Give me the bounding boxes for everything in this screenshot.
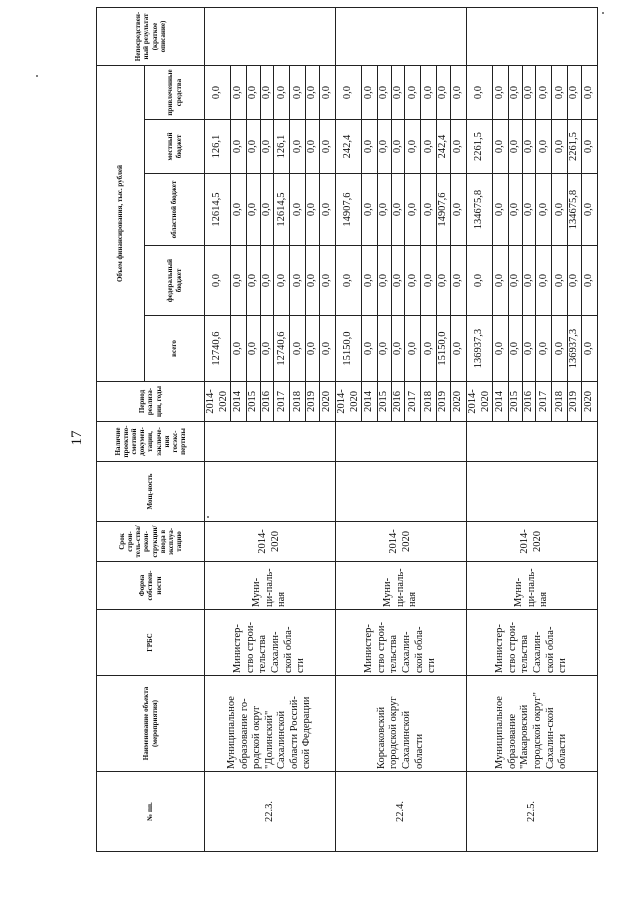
attracted-cell: 0,0 bbox=[405, 66, 421, 120]
attracted-cell: 0,0 bbox=[319, 66, 335, 120]
regional-cell: 0,0 bbox=[231, 174, 247, 246]
total-cell: 0,0 bbox=[290, 316, 306, 382]
period-cell: 2014-2020 bbox=[335, 382, 361, 422]
header-docs: Наличие проектно-сметной докумен-тации, заключе-ния госэкс-пертизы bbox=[97, 422, 205, 462]
local-cell: 0,0 bbox=[306, 120, 320, 174]
period-cell: 2020 bbox=[319, 382, 335, 422]
grbs-cell: Министер-ство строи-тельства Сахалин-ской обла-сти bbox=[466, 610, 597, 676]
federal-cell: 0,0 bbox=[260, 246, 274, 316]
row-number: 22.4. bbox=[335, 772, 466, 852]
object-name: Корсаковский городской округ Сахалинской области bbox=[335, 676, 466, 772]
period-cell: 2017 bbox=[536, 382, 552, 422]
local-cell: 0,0 bbox=[405, 120, 421, 174]
attracted-cell: 0,0 bbox=[493, 66, 509, 120]
header-total: всего bbox=[145, 316, 205, 382]
federal-cell: 0,0 bbox=[335, 246, 361, 316]
header-term: Срок строи-тель-ства/рекон-струкции/ввода в эксплуа-тацию bbox=[97, 522, 205, 562]
federal-cell: 0,0 bbox=[466, 246, 492, 316]
ownership-cell: Муни-ци-паль-ная bbox=[335, 562, 466, 610]
regional-cell: 0,0 bbox=[378, 174, 392, 246]
local-cell: 0,0 bbox=[493, 120, 509, 174]
attracted-cell: 0,0 bbox=[509, 66, 523, 120]
federal-cell: 0,0 bbox=[450, 246, 466, 316]
table-body bbox=[205, 8, 598, 852]
federal-cell: 0,0 bbox=[437, 246, 451, 316]
regional-cell: 14907,6 bbox=[437, 174, 451, 246]
table-row bbox=[466, 8, 492, 852]
local-cell: 0,0 bbox=[421, 120, 437, 174]
period-cell: 2018 bbox=[421, 382, 437, 422]
period-cell: 2014-2020 bbox=[466, 382, 492, 422]
capacity-cell bbox=[466, 462, 597, 522]
attracted-cell: 0,0 bbox=[247, 66, 261, 120]
local-cell: 0,0 bbox=[581, 120, 597, 174]
regional-cell: 0,0 bbox=[405, 174, 421, 246]
total-cell: 0,0 bbox=[378, 316, 392, 382]
total-cell: 0,0 bbox=[362, 316, 378, 382]
federal-cell: 0,0 bbox=[391, 246, 405, 316]
header-capacity: Мощ-ность bbox=[97, 462, 205, 522]
federal-cell: 0,0 bbox=[306, 246, 320, 316]
regional-cell: 0,0 bbox=[493, 174, 509, 246]
header-name: Наименование объекта (мероприятия) bbox=[97, 676, 205, 772]
row-number: 22.5. bbox=[466, 772, 597, 852]
term-cell: 2014-2020 bbox=[466, 522, 597, 562]
attracted-cell: 0,0 bbox=[260, 66, 274, 120]
local-cell: 0,0 bbox=[509, 120, 523, 174]
period-cell: 2017 bbox=[274, 382, 290, 422]
period-cell: 2019 bbox=[437, 382, 451, 422]
local-cell: 126,1 bbox=[205, 120, 231, 174]
capacity-cell bbox=[335, 462, 466, 522]
federal-cell: 0,0 bbox=[247, 246, 261, 316]
header-result: Непосредствен-ный результат (краткое описание) bbox=[97, 8, 205, 66]
total-cell: 0,0 bbox=[260, 316, 274, 382]
federal-cell: 0,0 bbox=[581, 246, 597, 316]
header-local: местный бюджет bbox=[145, 120, 205, 174]
attracted-cell: 0,0 bbox=[231, 66, 247, 120]
attracted-cell: 0,0 bbox=[421, 66, 437, 120]
period-cell: 2019 bbox=[306, 382, 320, 422]
attracted-cell: 0,0 bbox=[378, 66, 392, 120]
regional-cell: 0,0 bbox=[391, 174, 405, 246]
period-cell: 2014 bbox=[493, 382, 509, 422]
regional-cell: 0,0 bbox=[306, 174, 320, 246]
scan-speck bbox=[207, 516, 209, 518]
ownership-cell: Муни-ци-паль-ная bbox=[205, 562, 336, 610]
attracted-cell: 0,0 bbox=[391, 66, 405, 120]
total-cell: 15150,0 bbox=[335, 316, 361, 382]
period-cell: 2015 bbox=[378, 382, 392, 422]
period-cell: 2020 bbox=[450, 382, 466, 422]
rotated-page bbox=[96, 11, 612, 852]
attracted-cell: 0,0 bbox=[522, 66, 536, 120]
docs-cell bbox=[335, 422, 466, 462]
attracted-cell: 0,0 bbox=[205, 66, 231, 120]
local-cell: 126,1 bbox=[274, 120, 290, 174]
period-cell: 2014 bbox=[231, 382, 247, 422]
row-number: 22.3. bbox=[205, 772, 336, 852]
local-cell: 0,0 bbox=[362, 120, 378, 174]
federal-cell: 0,0 bbox=[205, 246, 231, 316]
total-cell: 0,0 bbox=[421, 316, 437, 382]
attracted-cell: 0,0 bbox=[335, 66, 361, 120]
local-cell: 0,0 bbox=[391, 120, 405, 174]
attracted-cell: 0,0 bbox=[274, 66, 290, 120]
header-grbs: ГРБС bbox=[97, 610, 205, 676]
federal-cell: 0,0 bbox=[421, 246, 437, 316]
regional-cell: 0,0 bbox=[247, 174, 261, 246]
local-cell: 0,0 bbox=[247, 120, 261, 174]
regional-cell: 0,0 bbox=[421, 174, 437, 246]
regional-cell: 0,0 bbox=[536, 174, 552, 246]
regional-cell: 134675,8 bbox=[568, 174, 582, 246]
total-cell: 0,0 bbox=[581, 316, 597, 382]
local-cell: 0,0 bbox=[450, 120, 466, 174]
total-cell: 136937,3 bbox=[466, 316, 492, 382]
total-cell: 15150,0 bbox=[437, 316, 451, 382]
attracted-cell: 0,0 bbox=[536, 66, 552, 120]
local-cell: 0,0 bbox=[231, 120, 247, 174]
federal-cell: 0,0 bbox=[536, 246, 552, 316]
scan-speck bbox=[36, 75, 38, 77]
regional-cell: 14907,6 bbox=[335, 174, 361, 246]
docs-cell bbox=[205, 422, 336, 462]
result-cell bbox=[205, 8, 336, 66]
local-cell: 2261,5 bbox=[466, 120, 492, 174]
federal-cell: 0,0 bbox=[378, 246, 392, 316]
total-cell: 0,0 bbox=[536, 316, 552, 382]
period-cell: 2019 bbox=[568, 382, 582, 422]
ownership-cell: Муни-ци-паль-ная bbox=[466, 562, 597, 610]
header-ownership: Форма собствен-ности bbox=[97, 562, 205, 610]
local-cell: 0,0 bbox=[552, 120, 568, 174]
local-cell: 0,0 bbox=[319, 120, 335, 174]
attracted-cell: 0,0 bbox=[581, 66, 597, 120]
local-cell: 2261,5 bbox=[568, 120, 582, 174]
docs-cell bbox=[466, 422, 597, 462]
period-cell: 2016 bbox=[260, 382, 274, 422]
header-federal: федеральный бюджет bbox=[145, 246, 205, 316]
regional-cell: 0,0 bbox=[509, 174, 523, 246]
total-cell: 0,0 bbox=[247, 316, 261, 382]
object-name: Муниципальное образование го-родской округ "Долинский" Сахалинской области Россий-ской Федерации bbox=[205, 676, 336, 772]
attracted-cell: 0,0 bbox=[306, 66, 320, 120]
federal-cell: 0,0 bbox=[568, 246, 582, 316]
regional-cell: 0,0 bbox=[450, 174, 466, 246]
object-name: Муниципальное образование "Макаровский городской округ" Сахалин-ской области bbox=[466, 676, 597, 772]
local-cell: 242,4 bbox=[437, 120, 451, 174]
table-row bbox=[335, 8, 361, 852]
local-cell: 242,4 bbox=[335, 120, 361, 174]
total-cell: 0,0 bbox=[231, 316, 247, 382]
total-cell: 0,0 bbox=[493, 316, 509, 382]
grbs-cell: Министер-ство строи-тельства Сахалин-ской обла-сти bbox=[205, 610, 336, 676]
period-cell: 2016 bbox=[522, 382, 536, 422]
grbs-cell: Министер-ство строи-тельства Сахалин-ской обла-сти bbox=[335, 610, 466, 676]
federal-cell: 0,0 bbox=[231, 246, 247, 316]
header-funding: Объем финансирования, тыс. рублей bbox=[97, 66, 145, 382]
total-cell: 0,0 bbox=[552, 316, 568, 382]
regional-cell: 0,0 bbox=[260, 174, 274, 246]
total-cell: 0,0 bbox=[319, 316, 335, 382]
total-cell: 0,0 bbox=[509, 316, 523, 382]
local-cell: 0,0 bbox=[260, 120, 274, 174]
term-cell: 2014-2020 bbox=[335, 522, 466, 562]
attracted-cell: 0,0 bbox=[552, 66, 568, 120]
total-cell: 0,0 bbox=[405, 316, 421, 382]
header-attracted: привлеченные средства bbox=[145, 66, 205, 120]
federal-cell: 0,0 bbox=[274, 246, 290, 316]
header-regional: областной бюджет bbox=[145, 174, 205, 246]
attracted-cell: 0,0 bbox=[290, 66, 306, 120]
federal-cell: 0,0 bbox=[362, 246, 378, 316]
regional-cell: 0,0 bbox=[319, 174, 335, 246]
period-cell: 2015 bbox=[247, 382, 261, 422]
total-cell: 12740,6 bbox=[205, 316, 231, 382]
regional-cell: 134675,8 bbox=[466, 174, 492, 246]
table-header bbox=[97, 8, 205, 852]
period-cell: 2018 bbox=[552, 382, 568, 422]
federal-cell: 0,0 bbox=[319, 246, 335, 316]
regional-cell: 0,0 bbox=[552, 174, 568, 246]
header-num: № пп. bbox=[97, 772, 205, 852]
regional-cell: 0,0 bbox=[581, 174, 597, 246]
attracted-cell: 0,0 bbox=[450, 66, 466, 120]
period-cell: 2014 bbox=[362, 382, 378, 422]
federal-cell: 0,0 bbox=[290, 246, 306, 316]
regional-cell: 12614,5 bbox=[205, 174, 231, 246]
period-cell: 2014-2020 bbox=[205, 382, 231, 422]
federal-cell: 0,0 bbox=[493, 246, 509, 316]
result-cell bbox=[466, 8, 597, 66]
term-cell: 2014-2020 bbox=[205, 522, 336, 562]
regional-cell: 0,0 bbox=[362, 174, 378, 246]
total-cell: 136937,3 bbox=[568, 316, 582, 382]
total-cell: 0,0 bbox=[522, 316, 536, 382]
scan-speck bbox=[602, 12, 604, 14]
attracted-cell: 0,0 bbox=[437, 66, 451, 120]
funding-table bbox=[96, 7, 598, 852]
attracted-cell: 0,0 bbox=[466, 66, 492, 120]
local-cell: 0,0 bbox=[522, 120, 536, 174]
capacity-cell bbox=[205, 462, 336, 522]
period-cell: 2020 bbox=[581, 382, 597, 422]
federal-cell: 0,0 bbox=[522, 246, 536, 316]
federal-cell: 0,0 bbox=[552, 246, 568, 316]
regional-cell: 0,0 bbox=[290, 174, 306, 246]
period-cell: 2018 bbox=[290, 382, 306, 422]
attracted-cell: 0,0 bbox=[362, 66, 378, 120]
attracted-cell: 0,0 bbox=[568, 66, 582, 120]
table-row bbox=[205, 8, 231, 852]
page-number: 17 bbox=[69, 430, 85, 446]
local-cell: 0,0 bbox=[290, 120, 306, 174]
result-cell bbox=[335, 8, 466, 66]
regional-cell: 0,0 bbox=[522, 174, 536, 246]
header-period: Период реализа-ции, годы bbox=[97, 382, 205, 422]
local-cell: 0,0 bbox=[378, 120, 392, 174]
total-cell: 12740,6 bbox=[274, 316, 290, 382]
regional-cell: 12614,5 bbox=[274, 174, 290, 246]
local-cell: 0,0 bbox=[536, 120, 552, 174]
period-cell: 2017 bbox=[405, 382, 421, 422]
period-cell: 2015 bbox=[509, 382, 523, 422]
total-cell: 0,0 bbox=[306, 316, 320, 382]
total-cell: 0,0 bbox=[391, 316, 405, 382]
federal-cell: 0,0 bbox=[509, 246, 523, 316]
total-cell: 0,0 bbox=[450, 316, 466, 382]
period-cell: 2016 bbox=[391, 382, 405, 422]
federal-cell: 0,0 bbox=[405, 246, 421, 316]
